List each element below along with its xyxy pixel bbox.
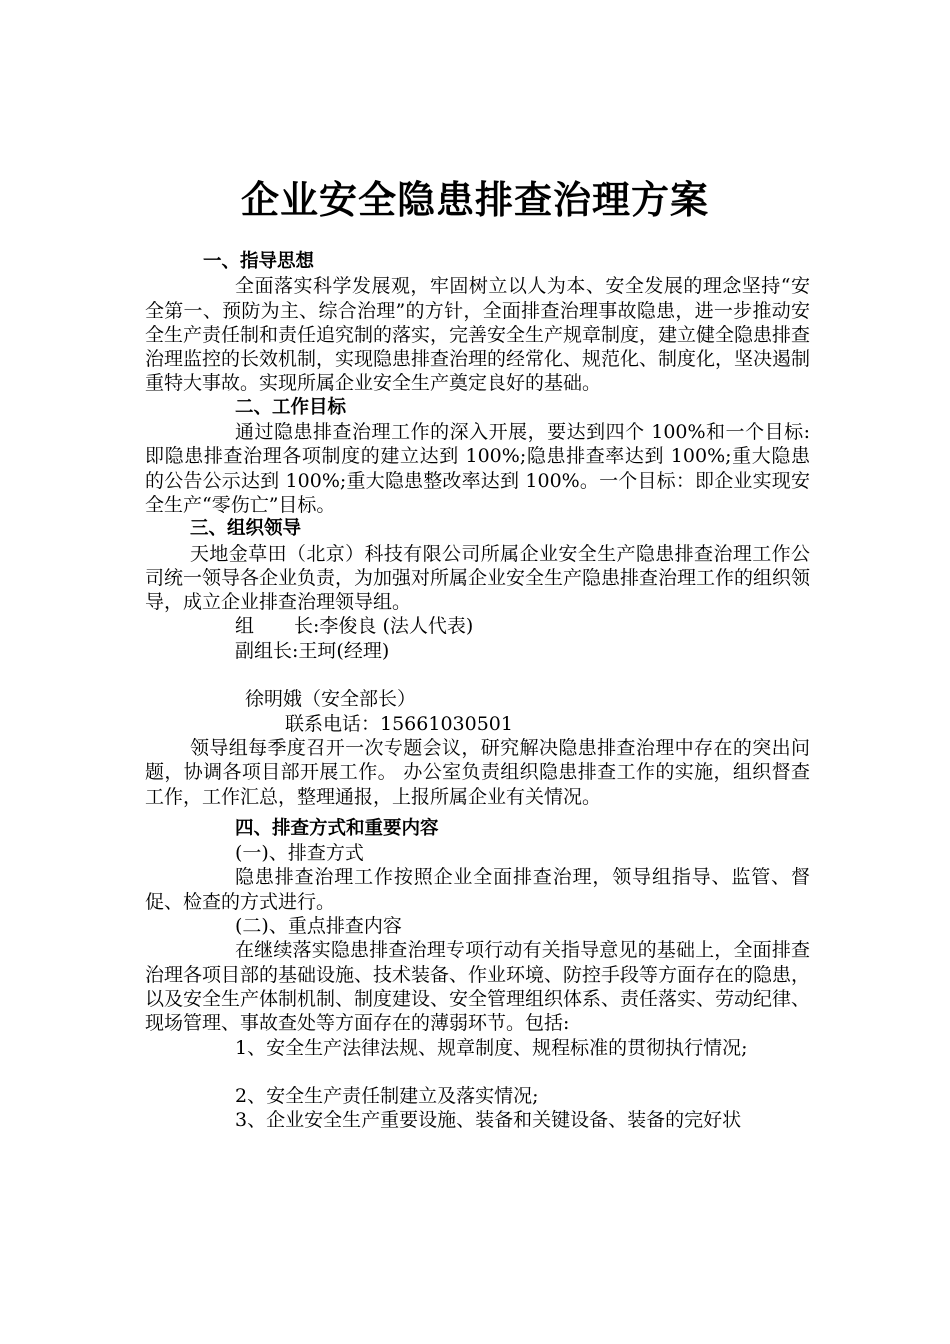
document-body bbox=[145, 250, 810, 1133]
leader-label-part-b: 长:李俊良 (法人代表) bbox=[294, 615, 474, 638]
section-paragraph-organization: 天地金草田（北京）科技有限公司所属企业安全生产隐患排查治理工作公司统一领导各企业负责，为加强对所属企业安全生产隐患排查治理工作的组织领导，成立企业排查治理领导组。 bbox=[145, 542, 811, 614]
section-heading-inspection: 四、排查方式和重要内容 bbox=[235, 817, 439, 839]
leader-label-part-a: 组 bbox=[235, 615, 255, 638]
section-paragraph-work-goals: 通过隐患排查治理工作的深入开展，要达到四个 100%和一个目标:即隐患排查治理各项制度的建立达到 100%;隐患排查率达到 100%;重大隐患的公告公示达到 100%;重大隐患整改率达到 100%。一个目标：即企业实现安全生产“零伤亡”目标。 bbox=[145, 421, 810, 516]
subsection-text-inspection-method: 隐患排查治理工作按照企业全面排查治理，领导组指导、监管、督促、检查的方式进行。 bbox=[145, 866, 810, 913]
deputy-leader-line: 副组长:王珂(经理) bbox=[235, 639, 390, 662]
section-heading-work-goals: 二、工作目标 bbox=[235, 396, 347, 418]
blank-line bbox=[145, 663, 810, 687]
list-item-1: 1、安全生产法律法规、规章制度、规程标准的贯彻执行情况; bbox=[235, 1036, 748, 1059]
leader-line bbox=[145, 614, 810, 638]
blank-line bbox=[145, 1060, 810, 1084]
section-heading-organization: 三、组织领导 bbox=[190, 518, 302, 540]
spacer bbox=[145, 809, 810, 817]
section-paragraph-guiding-ideology: 全面落实科学发展观，牢固树立以人为本、安全发展的理念坚持“安全第一、预防为主、综合治理”的方针，全面排查治理事故隐患，进一步推动安全生产责任制和责任追究制的落实，完善安全生产规章制度，建立健全隐患排查治理监控的长效机制，实现隐患排查治理的经常化、规范化、制度化，坚决遏制重特大事故。实现所属企业安全生产奠定良好的基础。 bbox=[145, 275, 811, 395]
subsection-heading-key-contents: (二)、重点排查内容 bbox=[235, 915, 402, 938]
section-paragraph-meetings: 领导组每季度召开一次专题会议，研究解决隐患排查治理中存在的突出问题，协调各项目部开展工作。 办公室负责组织隐患排查工作的实施，组织督查工作，工作汇总，整理通报，上报所属企业有关情况。 bbox=[145, 736, 810, 808]
contact-phone-line: 联系电话：15661030501 bbox=[285, 712, 513, 735]
subsection-heading-inspection-method: (一)、排查方式 bbox=[235, 842, 364, 865]
list-item-3: 3、企业安全生产重要设施、装备和关键设备、装备的完好状 bbox=[235, 1109, 742, 1132]
list-item-2: 2、安全生产责任制建立及落实情况; bbox=[235, 1085, 539, 1108]
subsection-text-key-contents: 在继续落实隐患排查治理专项行动有关指导意见的基础上，全面排查治理各项目部的基础设施、技术装备、作业环境、防控手段等方面存在的隐患，以及安全生产体制机制、制度建设、安全管理组织体系、责任落实、劳动纪律、现场管理、事故查处等方面存在的薄弱环节。包括: bbox=[145, 939, 811, 1035]
document-title: 企业安全隐患排查治理方案 bbox=[240, 178, 709, 222]
section-heading-guiding-ideology: 一、指导思想 bbox=[203, 251, 315, 272]
member-line: 徐明娥（安全部长） bbox=[245, 688, 417, 711]
